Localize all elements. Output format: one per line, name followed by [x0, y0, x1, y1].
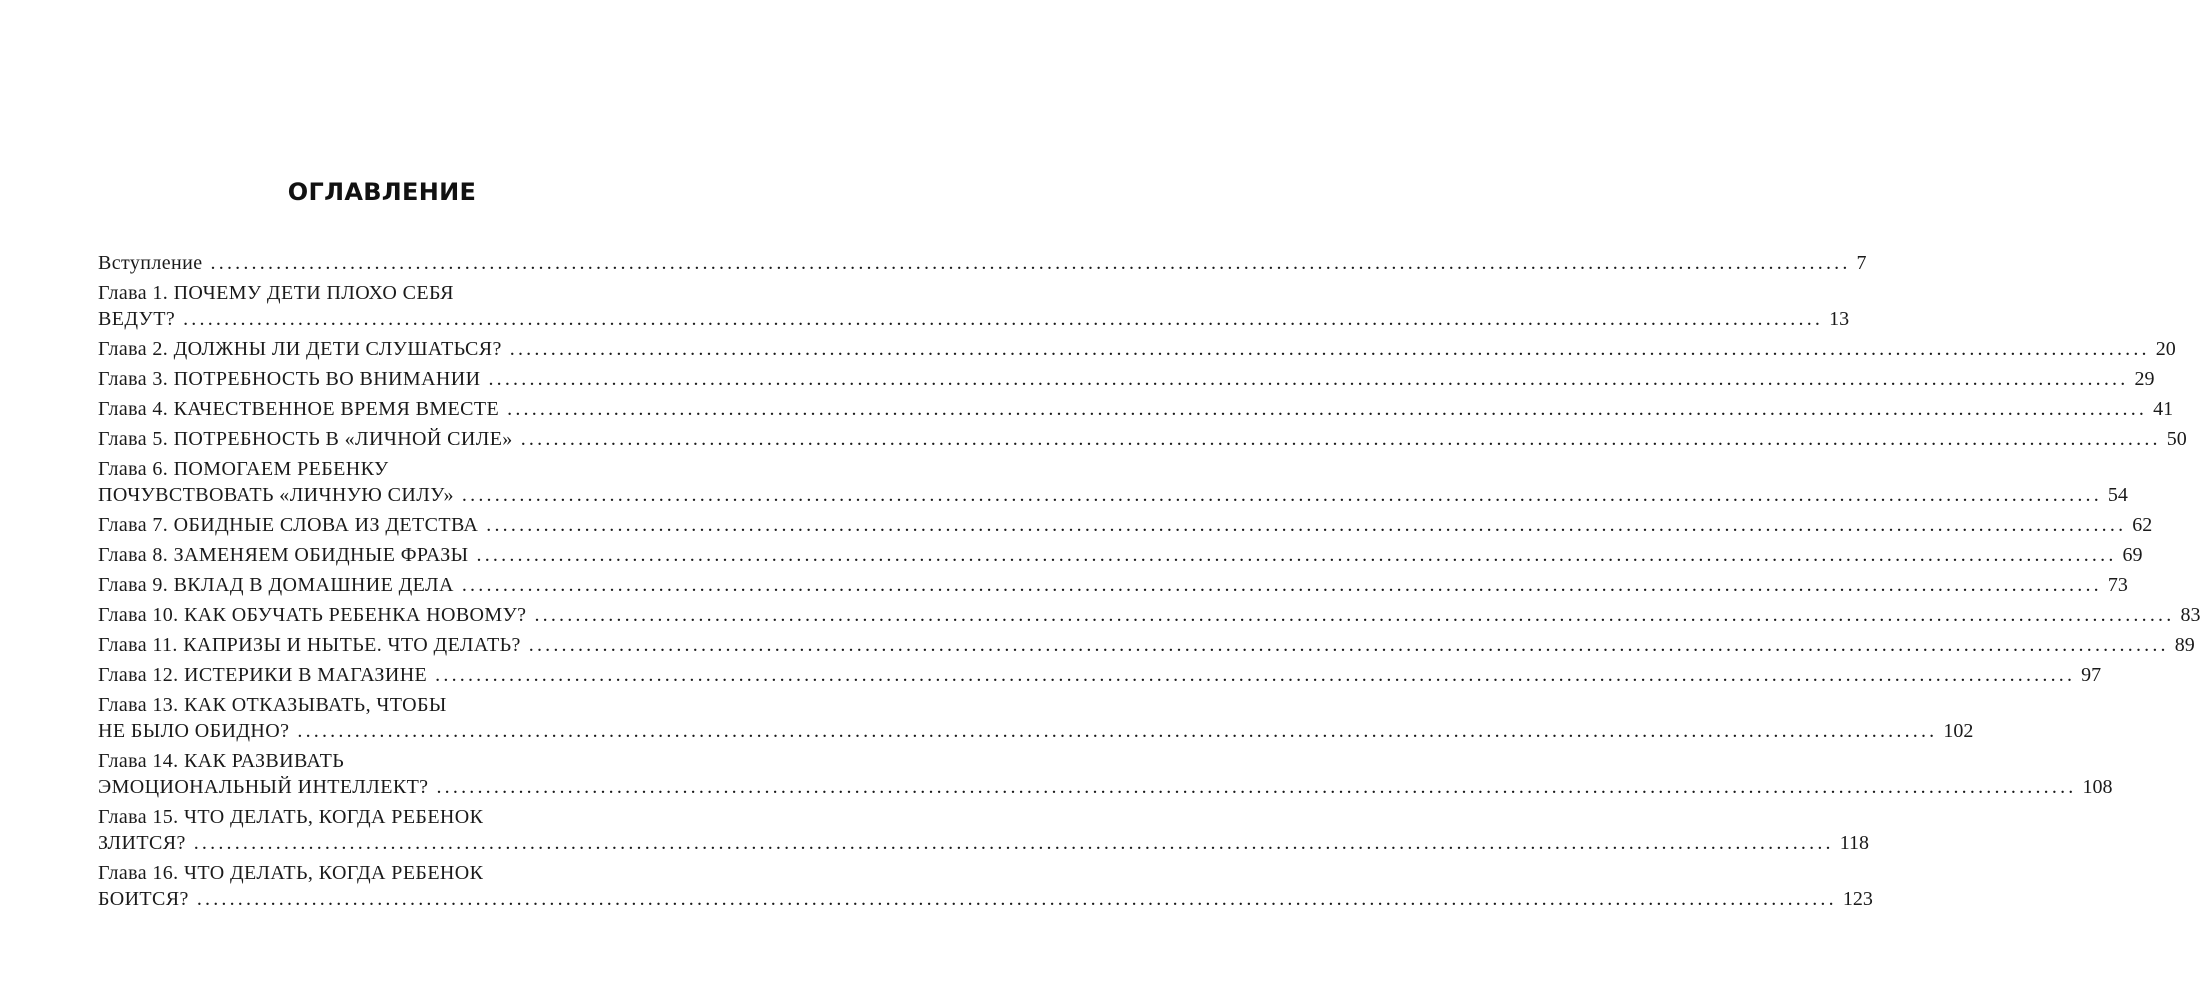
- toc-entry-line: [98, 306, 1850, 332]
- toc-entry-line: [98, 542, 2143, 568]
- dot-leader: ........................................................................................................................................................................................................: [528, 634, 2169, 656]
- dot-leader: ........................................................................................................................................................................................................: [297, 720, 1938, 742]
- toc-page-number: 73: [2107, 574, 2128, 596]
- dot-leader: ........................................................................................................................................................................................................: [534, 604, 2175, 626]
- toc-entry-text: ЭМОЦИОНАЛЬНЫЙ ИНТЕЛЛЕКТ?: [98, 776, 429, 798]
- toc-entry-line: [98, 886, 1873, 912]
- toc-entry-text: Глава 3. ПОТРЕБНОСТЬ ВО ВНИМАНИИ: [98, 368, 481, 390]
- toc-entry-text: Глава 11. КАПРИЗЫ И НЫТЬЕ. ЧТО ДЕЛАТЬ?: [98, 634, 521, 656]
- toc-entry: [98, 456, 2128, 508]
- toc-entry: [98, 692, 1974, 744]
- dot-leader: ........................................................................................................................................................................................................: [520, 428, 2161, 450]
- toc-entry-line: [98, 426, 2187, 452]
- toc-entry-line: [98, 692, 668, 718]
- toc-entry-text: Глава 9. ВКЛАД В ДОМАШНИЕ ДЕЛА: [98, 574, 454, 596]
- toc-entry-text: Глава 13. КАК ОТКАЗЫВАТЬ, ЧТОБЫ: [98, 694, 447, 716]
- dot-leader: ........................................................................................................................................................................................................: [507, 398, 2148, 420]
- toc-entry-line: [98, 396, 2174, 422]
- toc-entry-text: Глава 7. ОБИДНЫЕ СЛОВА ИЗ ДЕТСТВА: [98, 514, 479, 536]
- toc-entry-text: Глава 14. КАК РАЗВИВАТЬ: [98, 750, 345, 772]
- toc-page-number: 123: [1842, 888, 1873, 910]
- toc-entry-text: ПОЧУВСТВОВАТЬ «ЛИЧНУЮ СИЛУ»: [98, 484, 454, 506]
- toc-entry-line: [98, 280, 668, 306]
- toc-page-number: 20: [2155, 338, 2176, 360]
- toc-entry-line: [98, 456, 668, 482]
- toc-entry-line: [98, 572, 2128, 598]
- toc-entry-line: [98, 804, 668, 830]
- toc-page-number: 118: [1839, 832, 1869, 854]
- dot-leader: ........................................................................................................................................................................................................: [196, 888, 1837, 910]
- toc-page-number: 29: [2134, 368, 2155, 390]
- toc-entry-text: Глава 15. ЧТО ДЕЛАТЬ, КОГДА РЕБЕНОК: [98, 806, 484, 828]
- toc-entry-line: [98, 718, 1974, 744]
- toc-entry-line: [98, 830, 1869, 856]
- toc-page-number: 97: [2081, 664, 2102, 686]
- dot-leader: ........................................................................................................................................................................................................: [435, 664, 2076, 686]
- toc-entry-text: ЗЛИТСЯ?: [98, 832, 186, 854]
- toc-entry: [98, 366, 2155, 392]
- toc-entry-text: Глава 1. ПОЧЕМУ ДЕТИ ПЛОХО СЕБЯ: [98, 282, 454, 304]
- toc-entry: [98, 860, 1873, 912]
- dot-leader: ........................................................................................................................................................................................................: [486, 514, 2127, 536]
- toc-entry-line: [98, 632, 2195, 658]
- toc-entry-text: БОИТСЯ?: [98, 888, 189, 910]
- page-title: ОГЛАВЛЕНИЕ: [287, 178, 477, 206]
- toc-entry-text: Глава 10. КАК ОБУЧАТЬ РЕБЕНКА НОВОМУ?: [98, 604, 527, 626]
- dot-leader: ........................................................................................................................................................................................................: [461, 484, 2102, 506]
- toc-page-number: 62: [2132, 514, 2153, 536]
- toc-page-number: 50: [2166, 428, 2187, 450]
- toc-page-number: 7: [1856, 252, 1867, 274]
- dot-leader: ........................................................................................................................................................................................................: [183, 308, 1824, 330]
- toc-entry-line: [98, 860, 668, 886]
- table-of-contents: [98, 250, 2200, 916]
- toc-entry-text: Глава 4. КАЧЕСТВЕННОЕ ВРЕМЯ ВМЕСТЕ: [98, 398, 500, 420]
- toc-entry: [98, 662, 2102, 688]
- toc-entry: [98, 280, 1850, 332]
- toc-page-number: 13: [1829, 308, 1850, 330]
- toc-page-number: 54: [2107, 484, 2128, 506]
- toc-page-number: 108: [2082, 776, 2113, 798]
- toc-page-number: 69: [2122, 544, 2143, 566]
- dot-leader: ........................................................................................................................................................................................................: [210, 252, 1851, 274]
- toc-entry-line: [98, 774, 2113, 800]
- dot-leader: ........................................................................................................................................................................................................: [488, 368, 2129, 390]
- toc-entry-line: [98, 512, 2153, 538]
- toc-page-number: 89: [2174, 634, 2195, 656]
- toc-entry: [98, 572, 2128, 598]
- toc-entry-line: [98, 662, 2102, 688]
- dot-leader: ........................................................................................................................................................................................................: [193, 832, 1834, 854]
- dot-leader: ........................................................................................................................................................................................................: [461, 574, 2102, 596]
- toc-entry-text: Глава 8. ЗАМЕНЯЕМ ОБИДНЫЕ ФРАЗЫ: [98, 544, 469, 566]
- toc-entry: [98, 396, 2174, 422]
- toc-entry: [98, 632, 2195, 658]
- toc-page-number: 41: [2153, 398, 2174, 420]
- toc-entry: [98, 512, 2153, 538]
- toc-entry-line: [98, 482, 2128, 508]
- toc-entry-text: Глава 16. ЧТО ДЕЛАТЬ, КОГДА РЕБЕНОК: [98, 862, 484, 884]
- toc-entry: [98, 250, 1867, 276]
- toc-entry: [98, 748, 2113, 800]
- toc-page-number: 102: [1943, 720, 1974, 742]
- toc-entry-text: Глава 6. ПОМОГАЕМ РЕБЕНКУ: [98, 458, 389, 480]
- dot-leader: ........................................................................................................................................................................................................: [476, 544, 2117, 566]
- toc-entry-text: ВЕДУТ?: [98, 308, 176, 330]
- toc-entry-text: Глава 12. ИСТЕРИКИ В МАГАЗИНЕ: [98, 664, 428, 686]
- toc-entry-text: НЕ БЫЛО ОБИДНО?: [98, 720, 290, 742]
- dot-leader: ........................................................................................................................................................................................................: [509, 338, 2150, 360]
- toc-entry-line: [98, 366, 2155, 392]
- toc-entry: [98, 602, 2200, 628]
- toc-entry-text: Глава 5. ПОТРЕБНОСТЬ В «ЛИЧНОЙ СИЛЕ»: [98, 428, 513, 450]
- toc-entry-line: [98, 336, 2176, 362]
- dot-leader: ........................................................................................................................................................................................................: [436, 776, 2077, 798]
- toc-entry: [98, 426, 2187, 452]
- toc-entry-text: Вступление: [98, 252, 203, 274]
- toc-entry-line: [98, 748, 668, 774]
- toc-entry: [98, 336, 2176, 362]
- toc-entry-line: [98, 602, 2200, 628]
- toc-entry: [98, 804, 1869, 856]
- toc-entry-text: Глава 2. ДОЛЖНЫ ЛИ ДЕТИ СЛУШАТЬСЯ?: [98, 338, 502, 360]
- toc-page-number: 83: [2180, 604, 2200, 626]
- toc-entry-line: [98, 250, 1867, 276]
- toc-entry: [98, 542, 2143, 568]
